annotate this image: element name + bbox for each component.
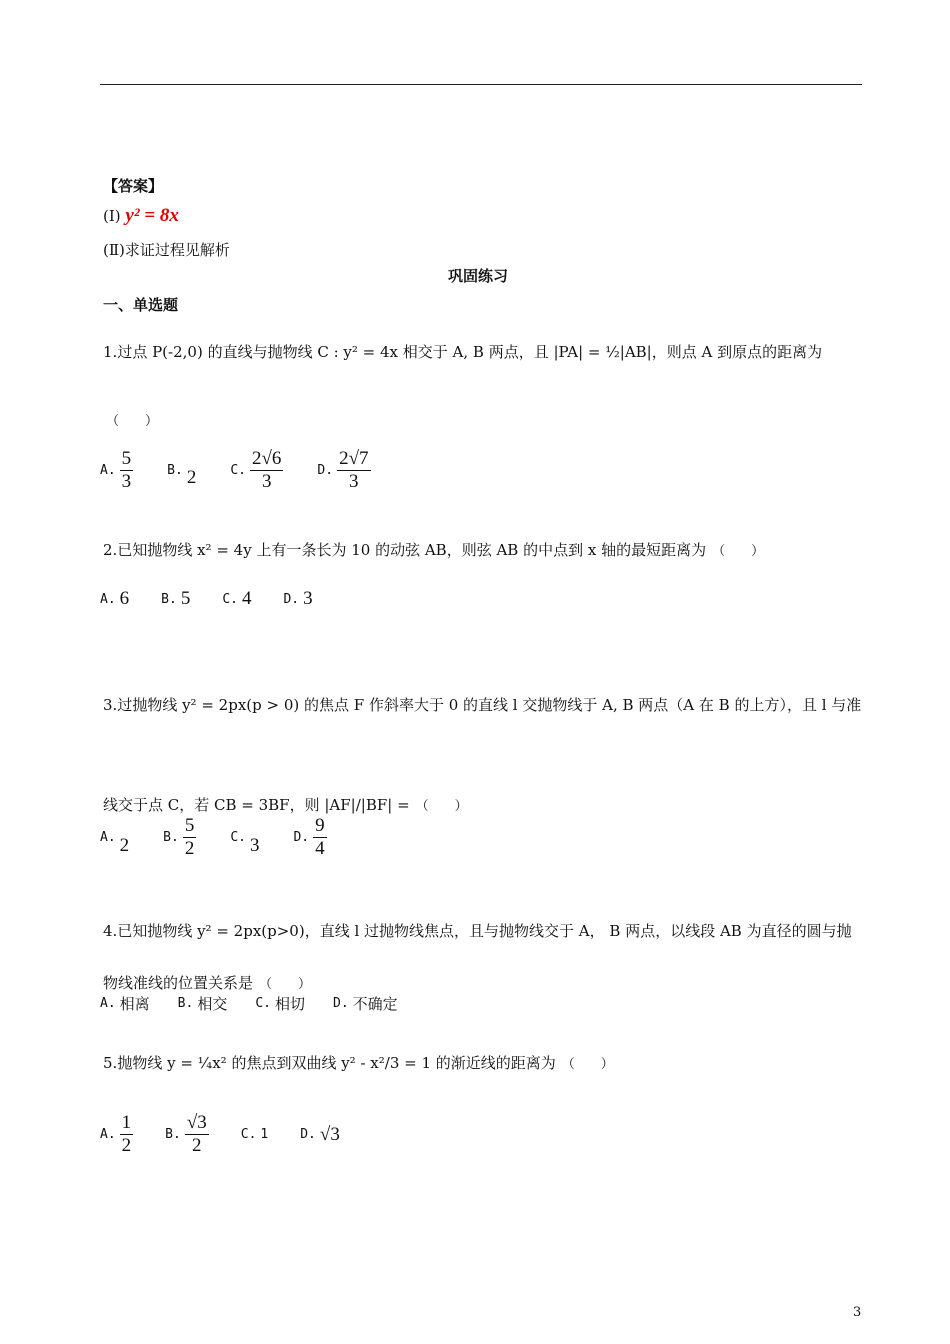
option-label: C.: [230, 830, 246, 845]
question-stem: 过抛物线 y² = 2px(p > 0) 的焦点 F 作斜率大于 0 的直线 l 交抛物线于 A, B 两点（A 在 B 的上方），且 l 与准线交于点 C，若 CB = 3BF，则 |AF|/|BF| =: [103, 696, 862, 814]
option-label: C.: [230, 463, 246, 478]
answer-header: 【答案】: [103, 177, 164, 195]
answer-part2: (Ⅱ)求证过程见解析: [103, 241, 230, 259]
option-label: D.: [293, 830, 310, 845]
option-label: B.: [167, 463, 183, 478]
question-stem: 已知抛物线 x² = 4y 上有一条长为 10 的动弦 AB，则弦 AB 的中点到 x 轴的最短距离为: [117, 541, 707, 559]
question-number: 3.: [103, 696, 118, 714]
question-stem: 过点 P(-2,0) 的直线与抛物线 C : y² = 4x 相交于 A, B 两点，且 |PA| = ½|AB|，则点 A 到原点的距离为: [117, 343, 823, 361]
option-c-value: 3: [249, 834, 260, 856]
question-5: [103, 1052, 614, 1073]
option-label: C.: [240, 1127, 257, 1142]
option-c-value: 1: [260, 1127, 269, 1142]
option-label: C.: [255, 996, 271, 1011]
option-d-value: 不确定: [352, 995, 398, 1013]
section-title: 巩固练习: [448, 267, 509, 285]
answer-part1: [103, 205, 179, 227]
option-label: A.: [100, 591, 116, 607]
option-label: B.: [165, 1127, 181, 1142]
question-1-options: [100, 448, 375, 493]
option-label: A.: [100, 463, 116, 478]
question-3-options: [100, 815, 331, 860]
option-label: B.: [163, 830, 179, 845]
option-label: C.: [222, 591, 238, 607]
option-label: D.: [283, 591, 300, 607]
page-number: 3: [853, 1305, 862, 1320]
question-1: [103, 340, 863, 364]
option-a-value: 2: [119, 834, 130, 856]
option-label: A.: [100, 830, 116, 845]
question-stem: 抛物线 y = ¼x² 的焦点到双曲线 y² - x²/3 = 1 的渐近线的距离为: [117, 1054, 556, 1072]
answer-part1-label: (Ⅰ): [103, 207, 121, 225]
option-label: A.: [100, 996, 116, 1011]
option-label: D.: [333, 996, 349, 1011]
question-number: 4.: [103, 922, 118, 940]
section-heading: 一、单选题: [103, 296, 179, 314]
option-a-value: 6: [119, 588, 130, 609]
question-number: 1.: [103, 343, 118, 361]
option-b-value: $\frac{5}{2}$: [184, 815, 195, 859]
question-paren: （ ）: [415, 799, 468, 814]
option-a-value: $\frac{1}{2}$: [121, 1112, 132, 1156]
option-d-value: √3: [319, 1123, 340, 1145]
option-a-value: $\frac{5}{3}$: [121, 448, 132, 492]
option-label: B.: [177, 996, 194, 1011]
header-rule: [100, 84, 862, 85]
question-paren: （ ）: [259, 977, 312, 992]
option-c-value: 4: [241, 588, 252, 609]
question-number: 5.: [103, 1054, 118, 1072]
option-c-value: 相切: [275, 995, 306, 1013]
option-a-value: 相离: [119, 995, 150, 1013]
option-b-value: $\frac{√3}{2}$: [186, 1112, 207, 1156]
question-2: [103, 539, 764, 560]
question-2-options: [100, 588, 317, 610]
question-number: 2.: [103, 541, 118, 559]
question-5-options: [100, 1112, 344, 1157]
option-b-value: 2: [186, 466, 197, 488]
option-c-value: $\frac{2√6}{3}$: [251, 448, 282, 492]
answer-part1-formula: y² = 8x: [125, 205, 179, 226]
question-paren: （ ）: [712, 544, 765, 559]
option-b-value: 5: [180, 588, 191, 609]
option-d-value: $\frac{2√7}{3}$: [339, 448, 369, 492]
question-paren: （ ）: [561, 1057, 614, 1072]
option-label: A.: [100, 1127, 116, 1142]
option-label: D.: [317, 463, 334, 478]
option-label: B.: [161, 591, 177, 607]
option-b-value: 相交: [197, 995, 228, 1013]
option-d-value: $\frac{9}{4}$: [315, 815, 325, 859]
option-d-value: 3: [303, 588, 313, 609]
option-label: D.: [300, 1127, 316, 1142]
question-stem: 已知抛物线 y² = 2px(p>0)，直线 l 过抛物线焦点，且与抛物线交于 A， B 两点，以线段 AB 为直径的圆与抛物线准线的位置关系是: [103, 922, 852, 992]
question-4-options: [100, 993, 402, 1014]
question-1-paren: （ ）: [106, 414, 159, 429]
